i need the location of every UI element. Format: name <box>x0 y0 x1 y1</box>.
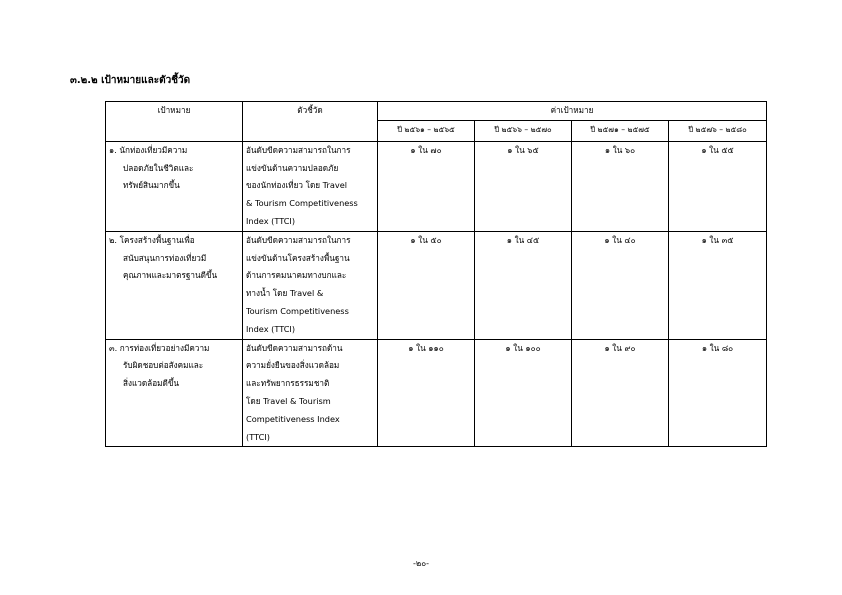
goal-cell <box>106 141 243 231</box>
target-value: ๑ ใน ๖๐ <box>572 141 669 231</box>
goal-line: สนับสนุนการท่องเที่ยวมี <box>123 252 207 263</box>
target-value: ๑ ใน ๔๕ <box>475 231 572 339</box>
target-value: ๑ ใน ๙๐ <box>572 339 669 447</box>
goal-cell <box>106 339 243 447</box>
indicator-line: Index (TTCI) <box>246 323 296 334</box>
target-value: ๑ ใน ๕๐ <box>378 231 475 339</box>
goal-line: ปลอดภัยในชีวิตและ <box>123 162 194 173</box>
table-row <box>106 231 767 339</box>
target-value: ๑ ใน ๓๕ <box>669 231 767 339</box>
table-row <box>106 141 767 231</box>
indicator-line: & Tourism Competitiveness <box>246 198 358 209</box>
target-value: ๑ ใน ๑๑๐ <box>378 339 475 447</box>
goal-line: คุณภาพและมาตรฐานดีขึ้น <box>123 270 218 281</box>
header-indicator: ตัวชี้วัด <box>243 102 378 142</box>
indicator-line: ความยั่งยืนของสิ่งแวดล้อม <box>246 360 340 371</box>
goal-line: รับผิดชอบต่อสังคมและ <box>123 360 204 371</box>
indicator-line: (TTCI) <box>246 431 270 442</box>
indicator-cell <box>243 339 378 447</box>
header-period-2: ปี ๒๕๖๖ – ๒๕๗๐ <box>475 120 572 141</box>
indicator-cell <box>243 231 378 339</box>
indicator-line: ด้านการคมนาคมทางบกและ <box>246 270 347 281</box>
header-period-3: ปี ๒๕๗๑ – ๒๕๗๕ <box>572 120 669 141</box>
indicator-line: Index (TTCI) <box>246 215 296 226</box>
indicator-line: แข่งขันด้านโครงสร้างพื้นฐาน <box>246 252 350 263</box>
indicator-line: และทรัพยากรธรรมชาติ <box>246 378 330 389</box>
target-value: ๑ ใน ๑๐๐ <box>475 339 572 447</box>
header-goal: เป้าหมาย <box>106 102 243 142</box>
goals-indicators-table <box>105 101 767 447</box>
indicator-line: Tourism Competitiveness <box>246 305 349 316</box>
indicator-line: อันดับขีดความสามารถในการ <box>246 234 351 245</box>
target-value: ๑ ใน ๖๕ <box>475 141 572 231</box>
table-row <box>106 339 767 447</box>
indicator-line: Competitiveness Index <box>246 413 340 424</box>
indicator-line: อันดับขีดความสามารถในการ <box>246 144 351 155</box>
goal-line: ทรัพย์สินมากขึ้น <box>123 180 180 191</box>
indicator-line: โดย Travel & Tourism <box>246 395 331 406</box>
indicator-cell <box>243 141 378 231</box>
page-number: -๒๐- <box>413 559 429 568</box>
target-value: ๑ ใน ๗๐ <box>378 141 475 231</box>
header-target-value: ค่าเป้าหมาย <box>378 102 767 121</box>
target-value: ๑ ใน ๕๕ <box>669 141 767 231</box>
goal-line: ๒. โครงสร้างพื้นฐานเพื่อ <box>109 234 195 245</box>
indicator-line: อันดับขีดความสามารถด้าน <box>246 342 343 353</box>
header-period-1: ปี ๒๕๖๑ – ๒๕๖๕ <box>378 120 475 141</box>
indicator-line: ของนักท่องเที่ยว โดย Travel <box>246 180 348 191</box>
goal-line: ๓. การท่องเที่ยวอย่างมีความ <box>109 342 210 353</box>
goal-cell <box>106 231 243 339</box>
header-period-4: ปี ๒๕๗๖ – ๒๕๘๐ <box>669 120 767 141</box>
indicator-line: ทางน้ำ โดย Travel & <box>246 288 324 299</box>
indicator-line: แข่งขันด้านความปลอดภัย <box>246 162 339 173</box>
target-value: ๑ ใน ๔๐ <box>572 231 669 339</box>
target-value: ๑ ใน ๘๐ <box>669 339 767 447</box>
goal-line: สิ่งแวดล้อมดีขึ้น <box>123 378 180 389</box>
section-heading: ๓.๒.๒ เป้าหมายและตัวชี้วัด <box>70 75 191 86</box>
goal-line: ๑. นักท่องเที่ยวมีความ <box>109 144 188 155</box>
